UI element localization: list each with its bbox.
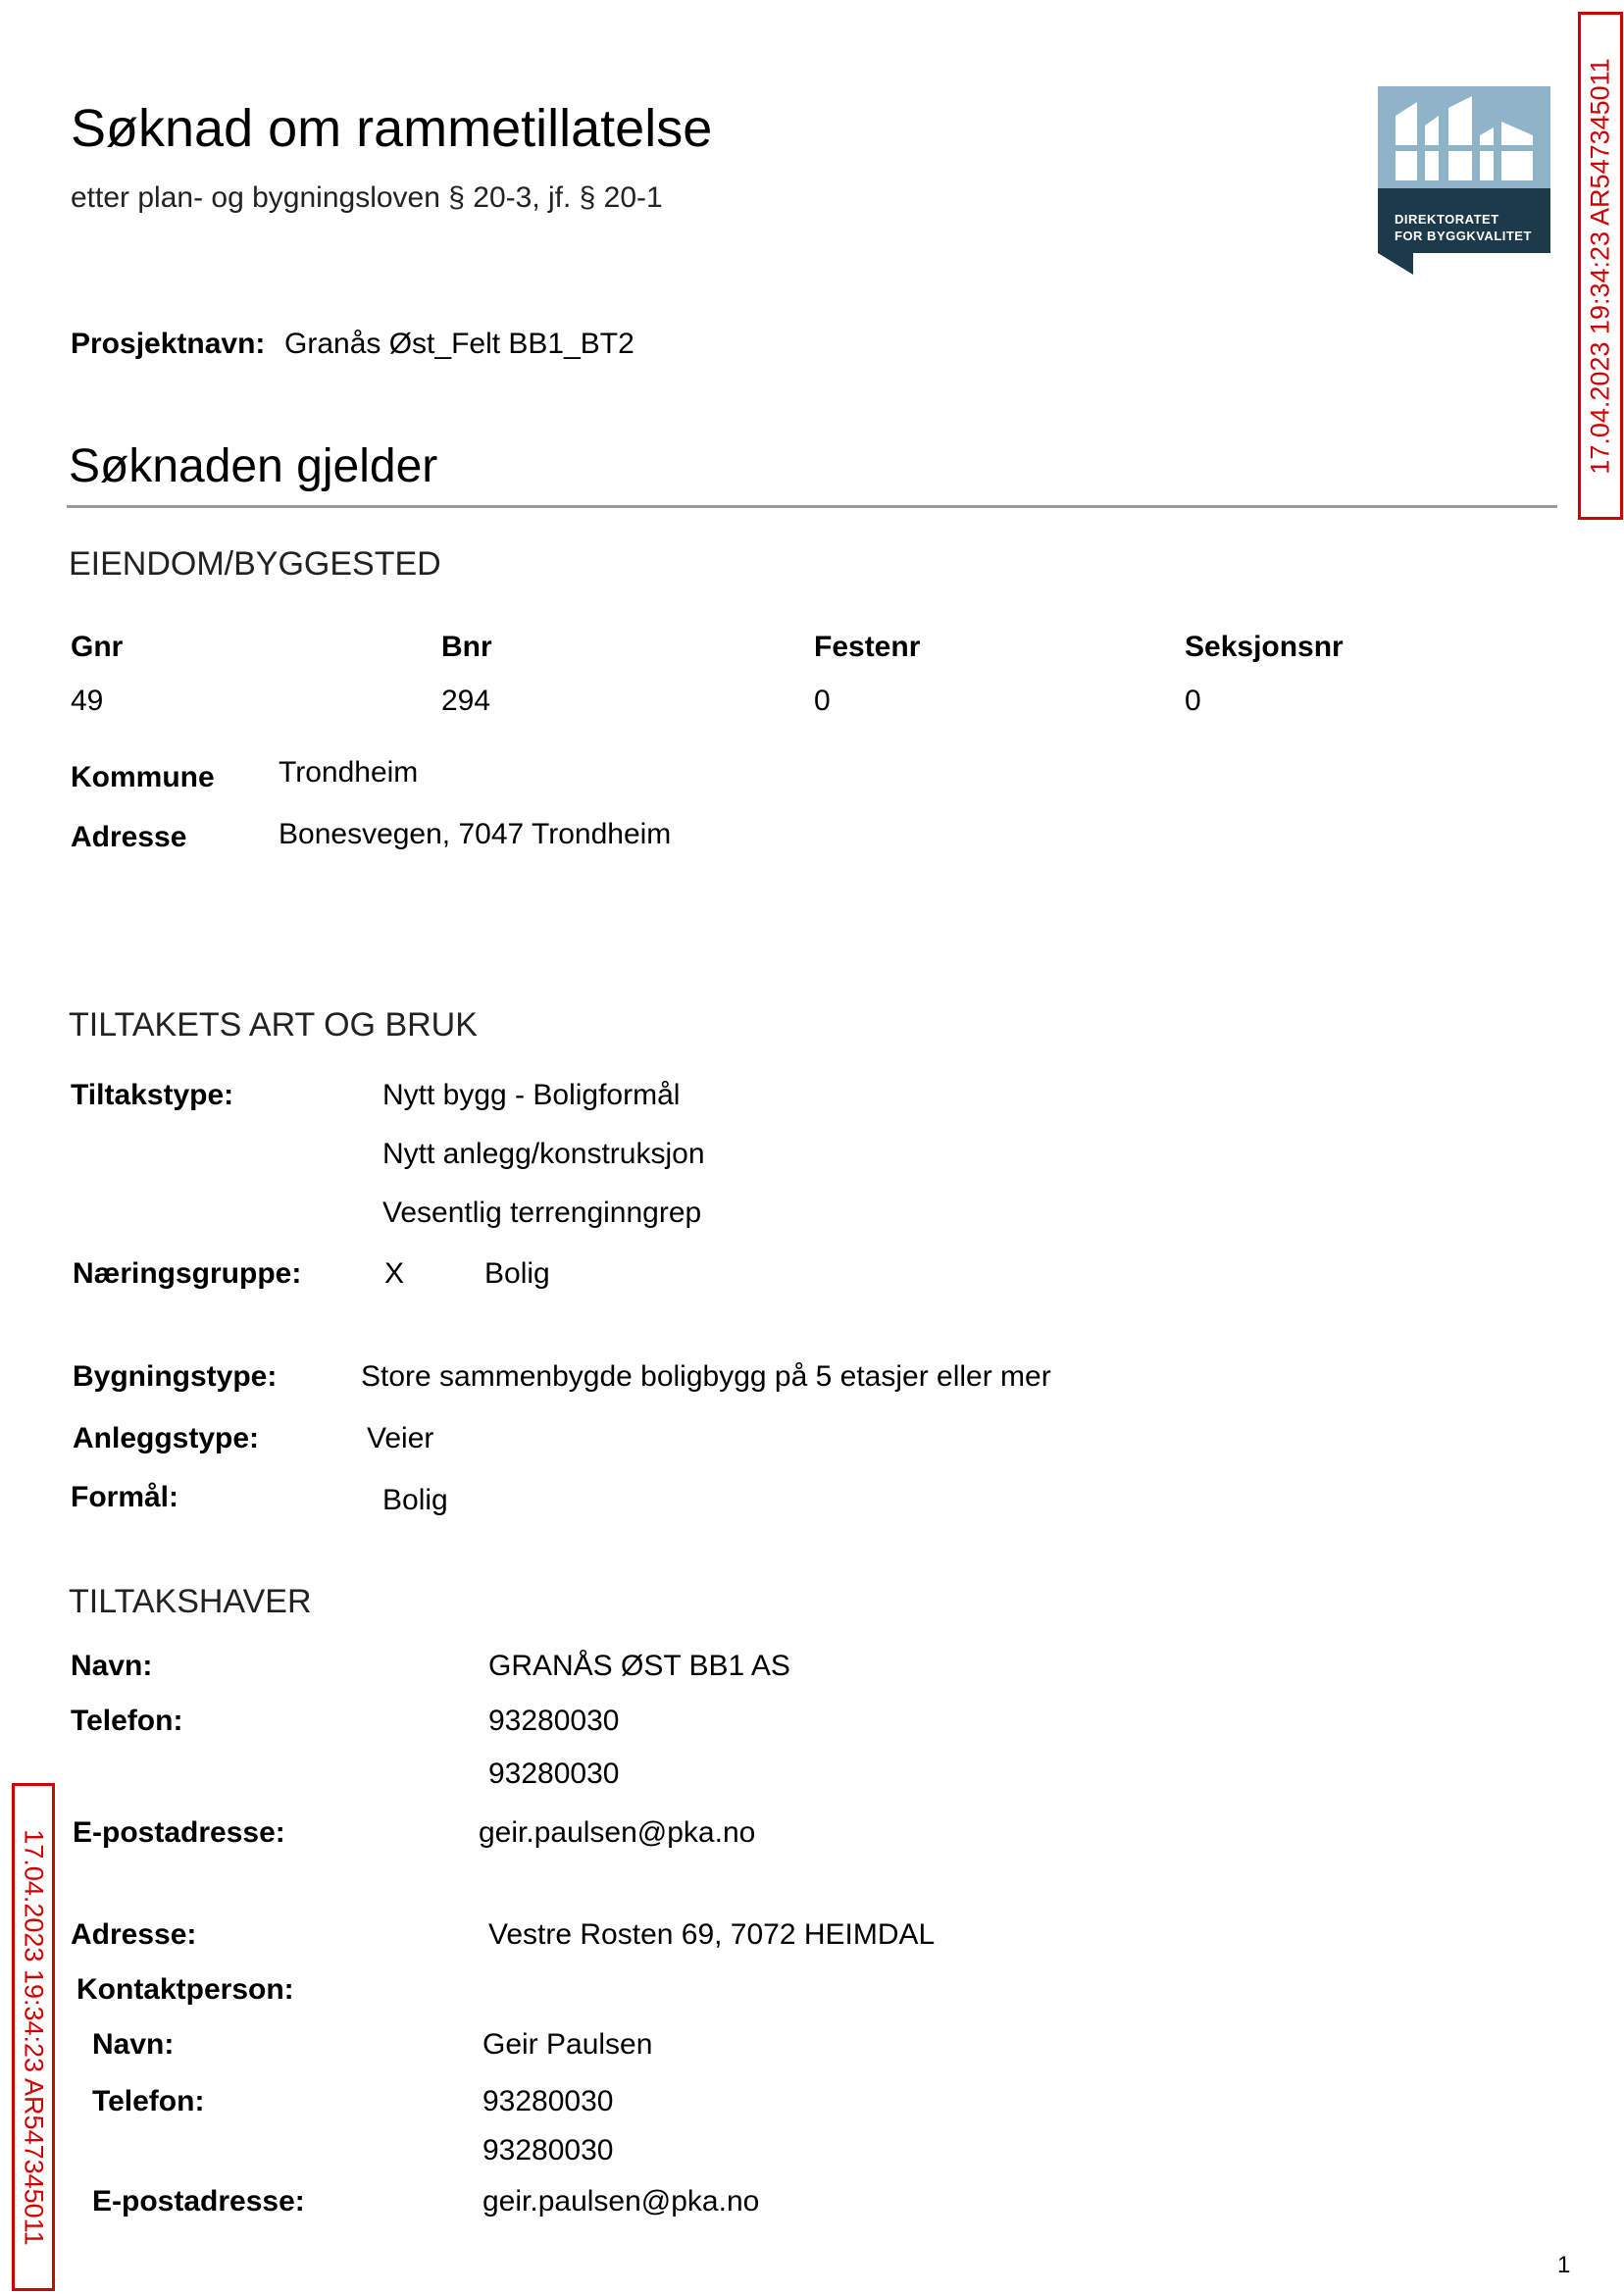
owner-telefon-label: Telefon: [71, 1705, 183, 1737]
tiltakstype-value-3: Vesentlig terrenginngrep [382, 1197, 702, 1229]
measure-heading: TILTAKETS ART OG BRUK [69, 1006, 478, 1044]
bygningstype-label: Bygningstype: [73, 1360, 278, 1393]
naeringsgruppe-code: X [384, 1257, 405, 1290]
contact-navn-label: Navn: [92, 2028, 175, 2061]
date-stamp-text: 17.04.2023 19:34:23 AR547345011 [19, 1828, 49, 2246]
contact-telefon-label: Telefon: [92, 2085, 205, 2117]
section-title: Søknaden gjelder [69, 440, 438, 492]
owner-adresse-value: Vestre Rosten 69, 7072 HEIMDAL [488, 1918, 936, 1951]
tiltakstype-label: Tiltakstype: [71, 1079, 234, 1111]
contact-telefon-value-1: 93280030 [482, 2085, 614, 2117]
page-number: 1 [1557, 2252, 1571, 2278]
tiltakstype-value-1: Nytt bygg - Boligformål [382, 1079, 681, 1111]
adresse-value: Bonesvegen, 7047 Trondheim [279, 818, 672, 850]
logo-caption-line1: DIREKTORATET [1395, 212, 1499, 227]
project-value: Granås Øst_Felt BB1_BT2 [284, 328, 634, 360]
owner-telefon-value-1: 93280030 [488, 1705, 620, 1737]
date-stamp-text: 17.04.2023 19:34:23 AR547345011 [1585, 57, 1615, 475]
naeringsgruppe-value: Bolig [484, 1257, 550, 1290]
dibk-logo [1378, 86, 1550, 275]
contact-epost-label: E-postadresse: [92, 2185, 305, 2218]
seksjonsnr-label: Seksjonsnr [1185, 631, 1344, 663]
owner-heading: TILTAKSHAVER [69, 1583, 312, 1620]
bnr-label: Bnr [441, 631, 492, 663]
gnr-label: Gnr [71, 631, 124, 663]
festenr-label: Festenr [814, 631, 921, 663]
seksjonsnr-value: 0 [1185, 685, 1201, 717]
naeringsgruppe-label: Næringsgruppe: [73, 1257, 302, 1290]
logo-caption [1395, 211, 1532, 244]
anleggstype-label: Anleggstype: [73, 1422, 260, 1454]
document-title: Søknad om rammetillatelse [71, 99, 713, 158]
contact-telefon-value-2: 93280030 [482, 2134, 614, 2167]
contact-person-label: Kontaktperson: [76, 1973, 294, 2006]
document-subtitle: etter plan- og bygningsloven § 20-3, jf. § 20-1 [71, 181, 663, 214]
gnr-value: 49 [71, 685, 104, 717]
kommune-value: Trondheim [279, 756, 419, 789]
adresse-label: Adresse [71, 821, 187, 853]
date-stamp-top [1578, 12, 1623, 520]
logo-caption-line2: FOR BYGGKVALITET [1395, 229, 1532, 243]
owner-epost-label: E-postadresse: [73, 1816, 285, 1849]
bygningstype-value: Store sammenbygde boligbygg på 5 etasjer eller mer [361, 1360, 1051, 1393]
anleggstype-value: Veier [367, 1422, 434, 1454]
contact-navn-value: Geir Paulsen [482, 2028, 653, 2061]
kommune-label: Kommune [71, 761, 215, 793]
owner-navn-label: Navn: [71, 1650, 153, 1682]
project-label: Prosjektnavn: [71, 328, 266, 360]
owner-navn-value: GRANÅS ØST BB1 AS [488, 1650, 790, 1682]
owner-telefon-value-2: 93280030 [488, 1758, 620, 1790]
bnr-value: 294 [441, 685, 491, 717]
date-stamp-left [12, 1783, 55, 2291]
formal-label: Formål: [71, 1481, 179, 1513]
section-divider [67, 505, 1557, 508]
owner-adresse-label: Adresse: [71, 1918, 197, 1951]
contact-epost-value: geir.paulsen@pka.no [482, 2185, 760, 2218]
formal-value: Bolig [382, 1484, 448, 1516]
property-heading: EIENDOM/BYGGESTED [69, 545, 441, 583]
owner-epost-value: geir.paulsen@pka.no [479, 1816, 756, 1849]
tiltakstype-value-2: Nytt anlegg/konstruksjon [382, 1138, 705, 1170]
festenr-value: 0 [814, 685, 831, 717]
